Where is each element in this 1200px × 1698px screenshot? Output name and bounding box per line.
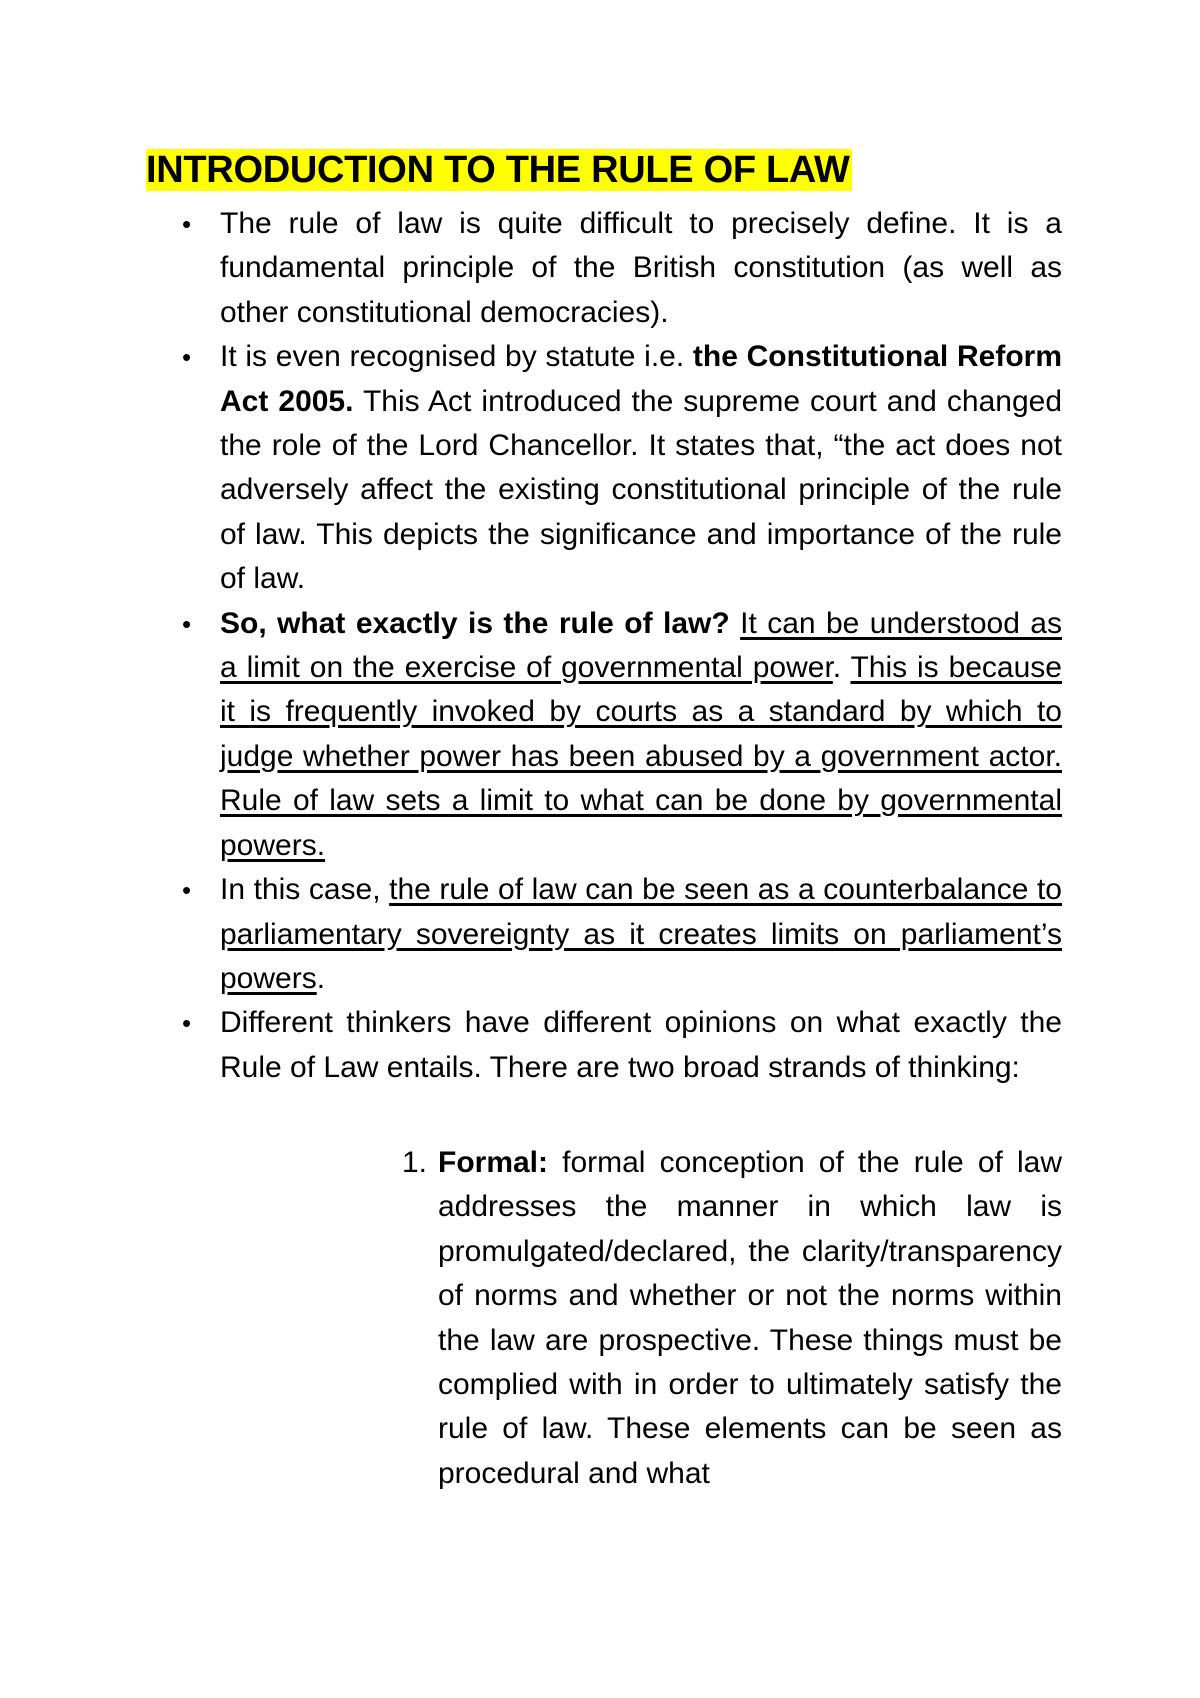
underlined-text: the rule of law can be seen as a counterbalance to parliamentary sovereignty as it creates limits on parliament’s powers	[220, 873, 1062, 995]
spacer-text	[730, 607, 740, 640]
list-item	[182, 602, 1062, 868]
bullet-text: In this case,	[220, 873, 390, 907]
underlined-text: This is because it is frequently invoked by courts as a standard by which to judge whether power has been abused by a government actor. Rule of law sets a limit to what can be done by governmental powers.	[220, 651, 1062, 862]
numbered-list	[402, 1141, 1062, 1496]
bullet-icon: •	[182, 342, 192, 373]
list-item	[182, 335, 1062, 601]
item-number: 1.	[402, 1146, 428, 1179]
bullet-text: .	[316, 961, 326, 995]
bold-text: Formal:	[438, 1146, 549, 1179]
underlined-text: It can be understood as a limit on the exercise of governmental power	[220, 606, 1062, 685]
bullet-icon: •	[182, 209, 192, 239]
page-title	[146, 146, 852, 194]
list-item	[182, 202, 1062, 335]
title-highlight: INTRODUCTION TO THE RULE OF LAW	[146, 149, 850, 191]
bullet-icon: •	[182, 608, 192, 639]
bullet-text: The rule of law is quite difficult to precisely define. It is a fundamental principle of the British constitution (as well as other constitutional democracies).	[220, 207, 1062, 329]
list-item	[182, 868, 1062, 1001]
bullet-text: Different thinkers have different opinions on what exactly the Rule of Law entails. There are two broad strands of thinking:	[220, 1006, 1062, 1084]
numbered-item	[402, 1141, 1062, 1496]
bullet-text: It is even recognised by statute i.e.	[220, 340, 693, 374]
numbered-text: formal conception of the rule of law addresses the manner in which law is promulgated/declared, the clarity/transparency of norms and whether or not the norms within the law are prospective. These things must be complied with in order to ultimately satisfy the rule of law. These elements can be seen as procedural and what	[438, 1146, 1062, 1490]
list-item	[182, 1001, 1062, 1090]
bold-text: the Constitutional Reform Act 2005.	[220, 340, 1062, 418]
bullet-text: .	[832, 651, 851, 685]
bullet-list	[182, 202, 1062, 1090]
bullet-icon: •	[182, 875, 192, 906]
bullet-icon: •	[182, 1008, 192, 1039]
bold-text: So, what exactly is the rule of law?	[220, 606, 730, 640]
bullet-text: This Act introduced the supreme court and changed the role of the Lord Chancellor. It states that, “the act does not adversely affect the existing constitutional principle of the rule of law. This depicts the significance and importance of the rule of law.	[220, 384, 1062, 596]
